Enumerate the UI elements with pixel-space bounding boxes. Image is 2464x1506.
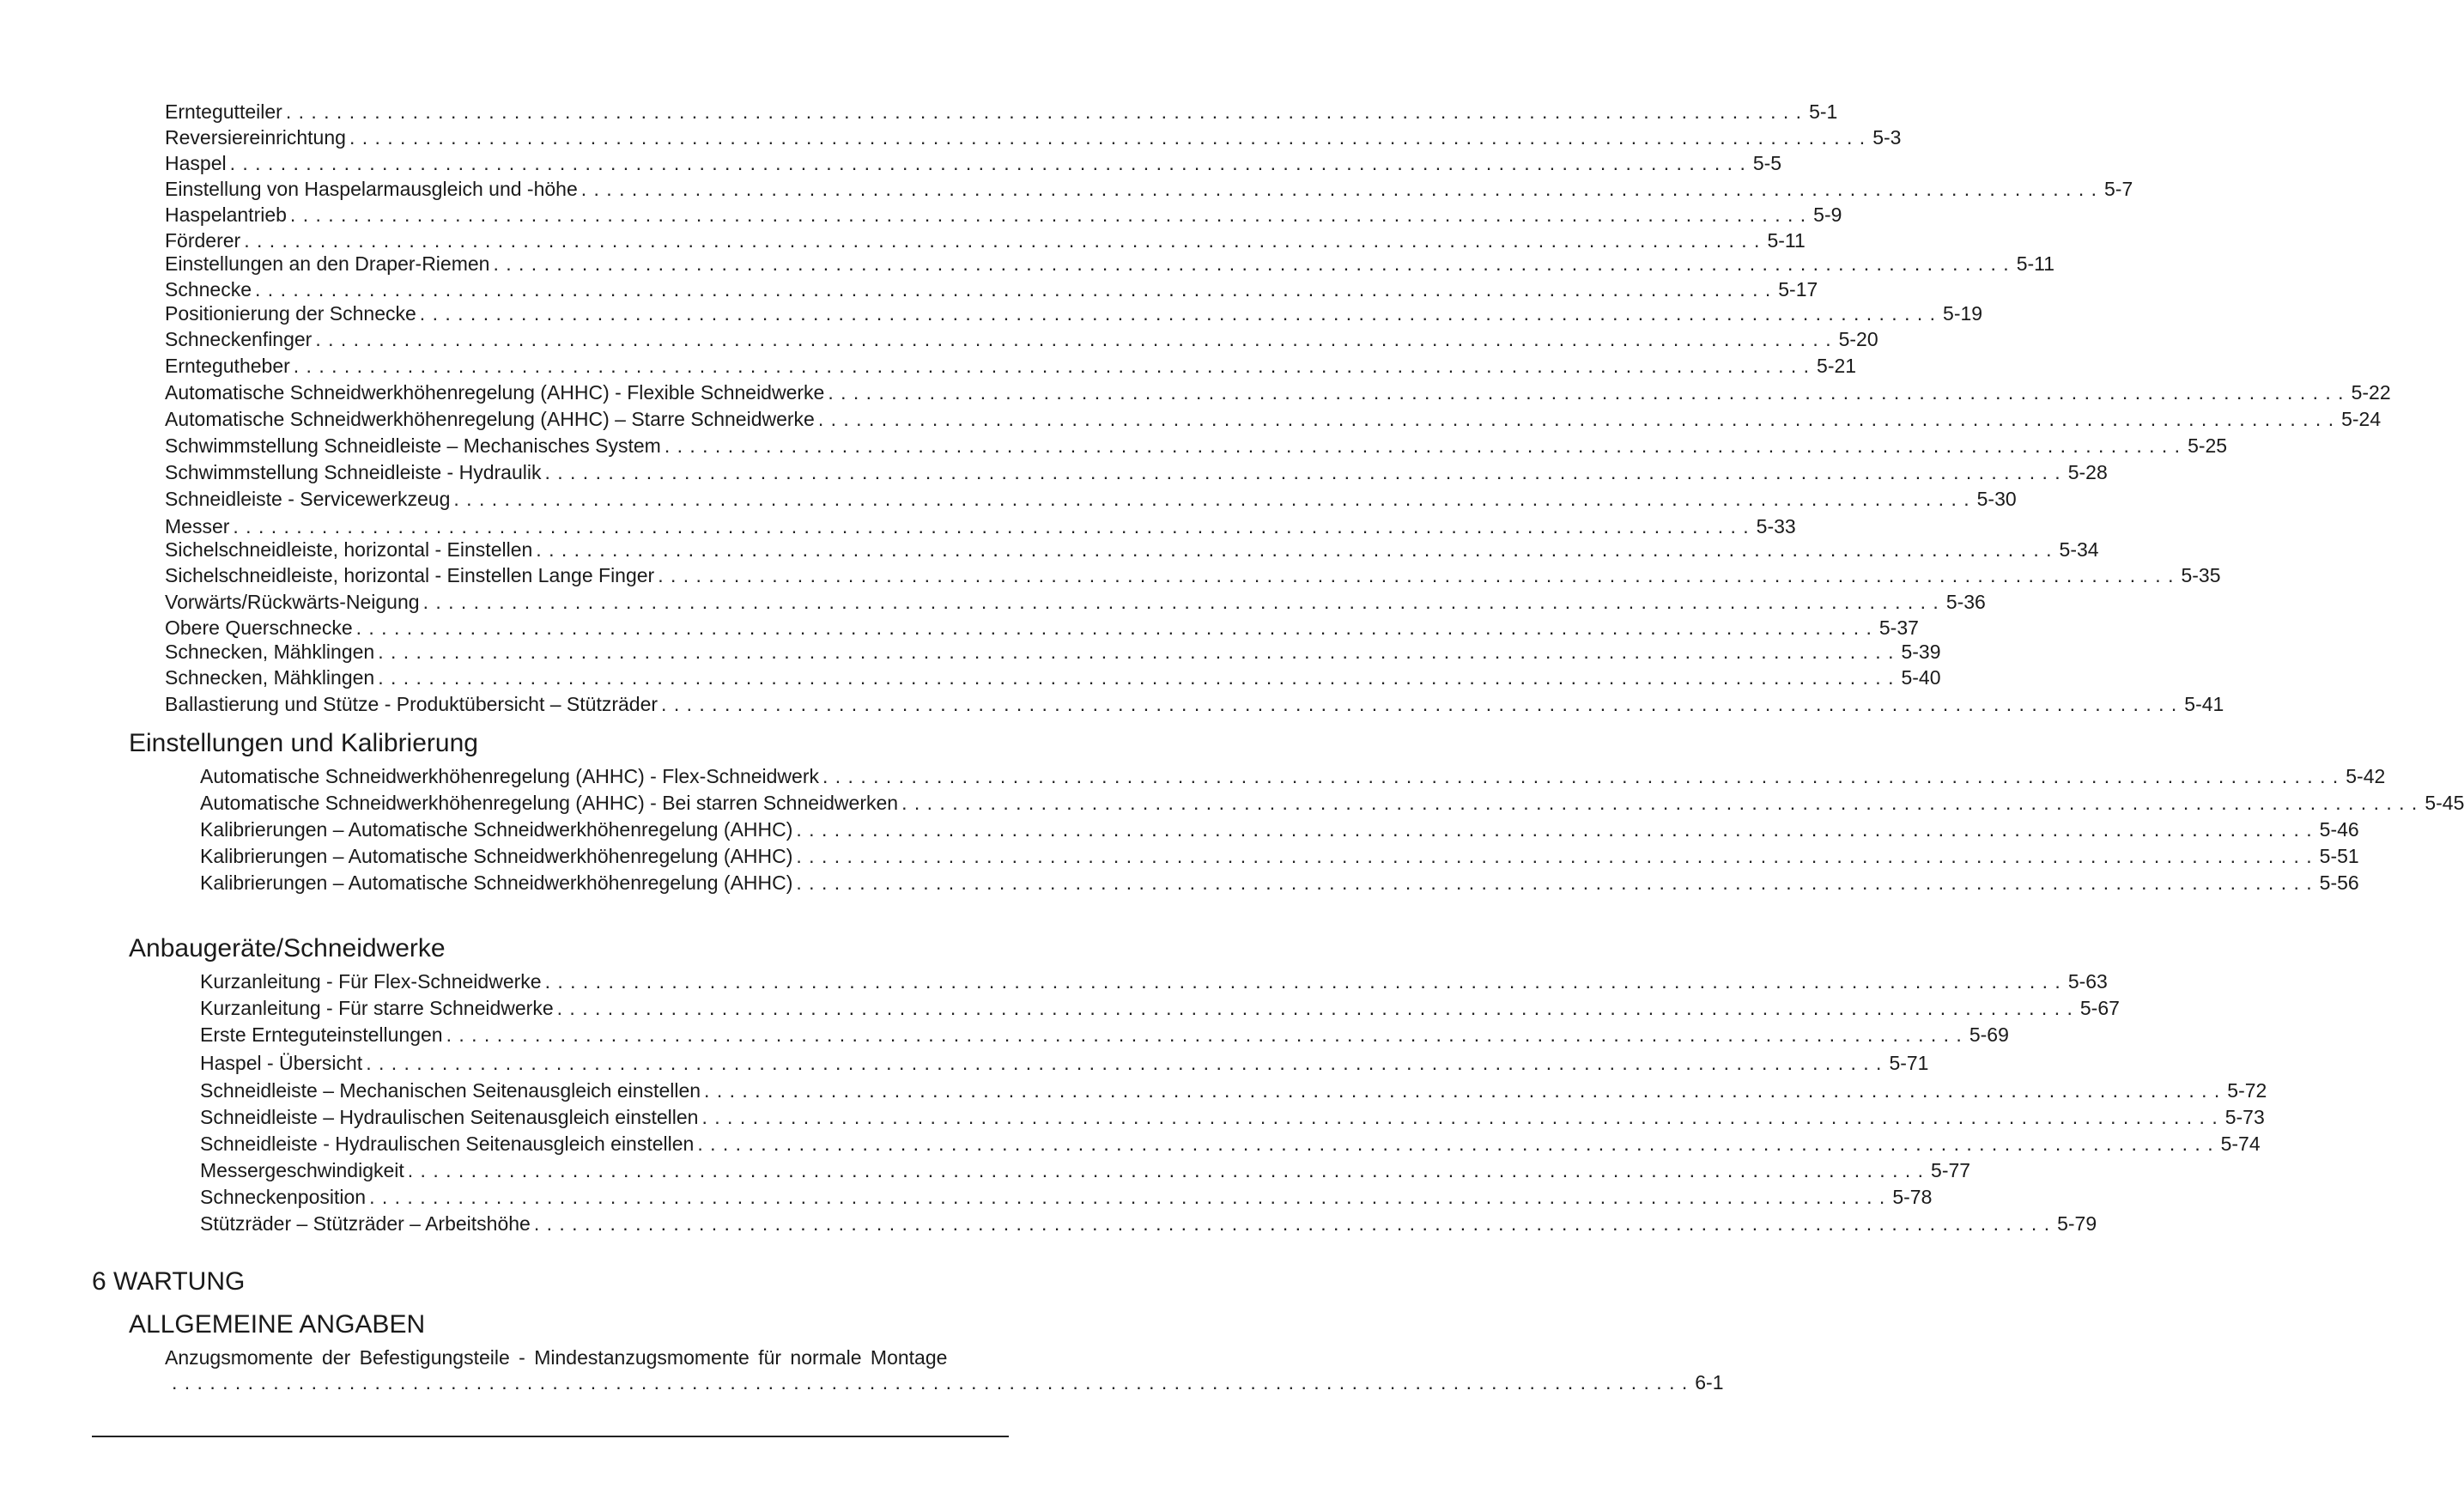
toc-entry-page: 5-45 [2425, 792, 2464, 814]
toc-entry-page: 5-28 [2067, 461, 2108, 483]
toc-entry[interactable] [200, 1132, 2261, 1156]
leader-dots: . . . . . . . . . . . . . . . . . . . . . . . . . . . . . . . . . . . . . . . . . . . . . . . . . . . . . . . . . . . . . . . . . . . . . . . . . . . . . . . . . . . . . . . . . . . . . . . . . . . . . . . . . . . . . . . . . . . . . . . . [796, 871, 2313, 894]
leader-dots: . . . . . . . . . . . . . . . . . . . . . . . . . . . . . . . . . . . . . . . . . . . . . . . . . . . . . . . . . . . . . . . . . . . . . . . . . . . . . . . . . . . . . . . . . . . . . . . . . . . . . . . . . . . . . . . . . . . . . . . . [901, 792, 2418, 814]
toc-entry-page: 5-25 [2188, 434, 2228, 457]
toc-entry-title: Kalibrierungen – Automatische Schneidwerkhöhenregelung (AHHC) [200, 818, 793, 841]
toc-entry-title-long[interactable] [165, 1345, 1008, 1369]
toc-entry-title: Schneidleiste – Mechanischen Seitenausgleich einstellen [200, 1079, 701, 1102]
leader-dots: . . . . . . . . . . . . . . . . . . . . . . . . . . . . . . . . . . . . . . . . . . . . . . . . . . . . . . . . . . . . . . . . . . . . . . . . . . . . . . . . . . . . . . . . . . . . . . . . . . . . . . . . . . . . . . . . . . . . . . . . [366, 1052, 1883, 1074]
toc-entry-title: Erste Ernteguteinstellungen [200, 1023, 443, 1046]
leader-dots: . . . . . . . . . . . . . . . . . . . . . . . . . . . . . . . . . . . . . . . . . . . . . . . . . . . . . . . . . . . . . . . . . . . . . . . . . . . . . . . . . . . . . . . . . . . . . . . . . . . . . . . . . . . . . . . . . . . . . . . . [369, 1186, 1886, 1208]
chapter-heading: 6 WARTUNG [92, 1267, 246, 1296]
leader-dots: . . . . . . . . . . . . . . . . . . . . . . . . . . . . . . . . . . . . . . . . . . . . . . . . . . . . . . . . . . . . . . . . . . . . . . . . . . . . . . . . . . . . . . . . . . . . . . . . . . . . . . . . . . . . . . . . . . . . . . . . [796, 818, 2313, 841]
toc-entry[interactable] [165, 203, 1842, 227]
toc-entry-title: Kalibrierungen – Automatische Schneidwerkhöhenregelung (AHHC) [200, 871, 793, 894]
toc-entry-title: Schnecken, Mähklingen [165, 666, 375, 689]
leader-dots: . . . . . . . . . . . . . . . . . . . . . . . . . . . . . . . . . . . . . . . . . . . . . . . . . . . . . . . . . . . . . . . . . . . . . . . . . . . . . . . . . . . . . . . . . . . . . . . . . . . . . . . . . . . . . . . . . . . . . . . . [544, 970, 2061, 993]
toc-entry-title: Schneckenfinger [165, 328, 313, 350]
toc-entry-title: Schwimmstellung Schneidleiste - Hydraulik [165, 461, 542, 483]
toc-entry[interactable] [200, 1051, 1929, 1075]
toc-entry-title: Schneidleiste - Servicewerkzeug [165, 488, 451, 510]
toc-entry-title: Reversiereinrichtung [165, 126, 346, 149]
toc-entry-title: Haspel - Übersicht [200, 1052, 363, 1074]
toc-entry[interactable] [165, 514, 1796, 538]
toc-entry-title: Schwimmstellung Schneidleiste – Mechanisches System [165, 434, 661, 457]
leader-dots: . . . . . . . . . . . . . . . . . . . . . . . . . . . . . . . . . . . . . . . . . . . . . . . . . . . . . . . . . . . . . . . . . . . . . . . . . . . . . . . . . . . . . . . . . . . . . . . . . . . . . . . . . . . . . . . . . . . . . . . . [293, 355, 1811, 377]
leader-dots: . . . . . . . . . . . . . . . . . . . . . . . . . . . . . . . . . . . . . . . . . . . . . . . . . . . . . . . . . . . . . . . . . . . . . . . . . . . . . . . . . . . . . . . . . . . . . . . . . . . . . . . . . . . . . . . . . . . . . . . . [289, 203, 1807, 226]
leader-dots: . . . . . . . . . . . . . . . . . . . . . . . . . . . . . . . . . . . . . . . . . . . . . . . . . . . . . . . . . . . . . . . . . . . . . . . . . . . . . . . . . . . . . . . . . . . . . . . . . . . . . . . . . . . . . . . . . . . . . . . . [533, 1212, 2051, 1235]
toc-entry-page: 5-79 [2057, 1212, 2097, 1235]
toc-entry-title: Automatische Schneidwerkhöhenregelung (AHHC) – Starre Schneidwerke [165, 408, 815, 430]
leader-dots: . . . . . . . . . . . . . . . . . . . . . . . . . . . . . . . . . . . . . . . . . . . . . . . . . . . . . . . . . . . . . . . . . . . . . . . . . . . . . . . . . . . . . . . . . . . . . . . . . . . . . . . . . . . . . . . . . . . . . . . . [229, 152, 1746, 174]
leader-dots: . . . . . . . . . . . . . . . . . . . . . . . . . . . . . . . . . . . . . . . . . . . . . . . . . . . . . . . . . . . . . . . . . . . . . . . . . . . . . . . . . . . . . . . . . . . . . . . . . . . . . . . . . . . . . . . . . . . . . . . . [446, 1023, 1963, 1046]
toc-entry-page: 5-21 [1817, 355, 1857, 377]
toc-entry-title: Automatische Schneidwerkhöhenregelung (AHHC) - Flex-Schneidwerk [200, 765, 819, 787]
toc-entry-title: Haspelantrieb [165, 203, 287, 226]
leader-dots: . . . . . . . . . . . . . . . . . . . . . . . . . . . . . . . . . . . . . . . . . . . . . . . . . . . . . . . . . . . . . . . . . . . . . . . . . . . . . . . . . . . . . . . . . . . . . . . . . . . . . . . . . . . . . . . . . . . . . . . . [453, 488, 1970, 510]
toc-entry-page: 5-24 [2341, 408, 2382, 430]
toc-entry-continuation[interactable] [172, 1370, 1724, 1394]
toc-entry[interactable] [165, 327, 1878, 351]
chapter-subheading: ALLGEMEINE ANGABEN [129, 1310, 426, 1339]
toc-entry-page: 5-46 [2319, 818, 2359, 841]
toc-entry-title: Messer [165, 515, 230, 537]
leader-dots: . . . . . . . . . . . . . . . . . . . . . . . . . . . . . . . . . . . . . . . . . . . . . . . . . . . . . . . . . . . . . . . . . . . . . . . . . . . . . . . . . . . . . . . . . . . . . . . . . . . . . . . . . . . . . . . . . . . . . . . . [661, 693, 2178, 715]
toc-entry-page: 5-40 [1901, 666, 1941, 689]
toc-entry[interactable] [200, 1078, 2267, 1102]
toc-entry-title: Einstellung von Haspelarmausgleich und -höhe [165, 178, 578, 200]
leader-dots: . . . . . . . . . . . . . . . . . . . . . . . . . . . . . . . . . . . . . . . . . . . . . . . . . . . . . . . . . . . . . . . . . . . . . . . . . . . . . . . . . . . . . . . . . . . . . . . . . . . . . . . . . . . . . . . . . . . . . . . . [244, 229, 1761, 252]
leader-dots: . . . . . . . . . . . . . . . . . . . . . . . . . . . . . . . . . . . . . . . . . . . . . . . . . . . . . . . . . . . . . . . . . . . . . . . . . . . . . . . . . . . . . . . . . . . . . . . . . . . . . . . . . . . . . . . . . . . . . . . . [493, 252, 2010, 275]
toc-entry[interactable] [200, 817, 2359, 841]
toc-entry[interactable] [200, 996, 2120, 1020]
toc-entry-page: 5-56 [2319, 871, 2359, 894]
toc-entry-title: Obere Querschnecke [165, 616, 353, 639]
leader-dots: . . . . . . . . . . . . . . . . . . . . . . . . . . . . . . . . . . . . . . . . . . . . . . . . . . . . . . . . . . . . . . . . . . . . . . . . . . . . . . . . . . . . . . . . . . . . . . . . . . . . . . . . . . . . . . . . . . . . . . . . [658, 564, 2175, 586]
toc-entry[interactable] [165, 277, 1818, 301]
toc-entry[interactable] [165, 100, 1838, 124]
toc-entry-page: 5-3 [1872, 126, 1902, 149]
leader-dots: . . . . . . . . . . . . . . . . . . . . . . . . . . . . . . . . . . . . . . . . . . . . . . . . . . . . . . . . . . . . . . . . . . . . . . . . . . . . . . . . . . . . . . . . . . . . . . . . . . . . . . . . . . . . . . . . . . . . . . . . [355, 616, 1872, 639]
toc-entry-title: Einstellungen an den Draper-Riemen [165, 252, 490, 275]
toc-entry-title: Stützräder – Stützräder – Arbeitshöhe [200, 1212, 531, 1235]
leader-dots: . . . . . . . . . . . . . . . . . . . . . . . . . . . . . . . . . . . . . . . . . . . . . . . . . . . . . . . . . . . . . . . . . . . . . . . . . . . . . . . . . . . . . . . . . . . . . . . . . . . . . . . . . . . . . . . . . . . . . . . . [378, 641, 1895, 663]
toc-entry[interactable] [165, 151, 1782, 175]
leader-dots: . . . . . . . . . . . . . . . . . . . . . . . . . . . . . . . . . . . . . . . . . . . . . . . . . . . . . . . . . . . . . . . . . . . . . . . . . . . . . . . . . . . . . . . . . . . . . . . . . . . . . . . . . . . . . . . . . . . . . . . . [419, 302, 1937, 325]
leader-dots: . . . . . . . . . . . . . . . . . . . . . . . . . . . . . . . . . . . . . . . . . . . . . . . . . . . . . . . . . . . . . . . . . . . . . . . . . . . . . . . . . . . . . . . . . . . . . . . . . . . . . . . . . . . . . . . . . . . . . . . . [255, 278, 1772, 301]
toc-entry[interactable] [165, 407, 2382, 431]
leader-dots: . . . . . . . . . . . . . . . . . . . . . . . . . . . . . . . . . . . . . . . . . . . . . . . . . . . . . . . . . . . . . . . . . . . . . . . . . . . . . . . . . . . . . . . . . . . . . . . . . . . . . . . . . . . . . . . . . . . . . . . . [172, 1371, 1689, 1394]
leader-dots: . . . . . . . . . . . . . . . . . . . . . . . . . . . . . . . . . . . . . . . . . . . . . . . . . . . . . . . . . . . . . . . . . . . . . . . . . . . . . . . . . . . . . . . . . . . . . . . . . . . . . . . . . . . . . . . . . . . . . . . . [704, 1079, 2221, 1102]
toc-entry[interactable] [200, 1158, 1971, 1182]
toc-entry-page: 5-35 [2181, 564, 2221, 586]
toc-entry[interactable] [200, 791, 2464, 815]
leader-dots: . . . . . . . . . . . . . . . . . . . . . . . . . . . . . . . . . . . . . . . . . . . . . . . . . . . . . . . . . . . . . . . . . . . . . . . . . . . . . . . . . . . . . . . . . . . . . . . . . . . . . . . . . . . . . . . . . . . . . . . . [378, 666, 1895, 689]
toc-entry-page: 5-20 [1838, 328, 1878, 350]
toc-entry-title: Schnecke [165, 278, 252, 301]
toc-entry[interactable] [165, 563, 2221, 587]
toc-entry-title: Schnecken, Mähklingen [165, 641, 375, 663]
toc-entry-page: 5-11 [1767, 229, 1806, 252]
toc-entry-title: Kurzanleitung - Für starre Schneidwerke [200, 997, 554, 1019]
toc-entry[interactable] [200, 764, 2386, 788]
toc-entry-page: 6-1 [1695, 1371, 1724, 1394]
toc-entry-page: 5-34 [2059, 538, 2099, 561]
toc-entry-title: Anzugsmomente der Befestigungsteile - Mindestanzugsmomente für normale Montage [165, 1346, 948, 1369]
leader-dots: . . . . . . . . . . . . . . . . . . . . . . . . . . . . . . . . . . . . . . . . . . . . . . . . . . . . . . . . . . . . . . . . . . . . . . . . . . . . . . . . . . . . . . . . . . . . . . . . . . . . . . . . . . . . . . . . . . . . . . . . [422, 591, 1939, 613]
toc-entry[interactable] [200, 1023, 2009, 1047]
toc-entry[interactable] [165, 177, 2133, 201]
toc-entry-page: 5-77 [1931, 1159, 1971, 1181]
toc-entry[interactable] [165, 616, 1919, 640]
leader-dots: . . . . . . . . . . . . . . . . . . . . . . . . . . . . . . . . . . . . . . . . . . . . . . . . . . . . . . . . . . . . . . . . . . . . . . . . . . . . . . . . . . . . . . . . . . . . . . . . . . . . . . . . . . . . . . . . . . . . . . . . [796, 845, 2313, 867]
toc-entry-page: 5-11 [2016, 252, 2055, 275]
toc-entry[interactable] [200, 969, 2108, 993]
toc-entry[interactable] [165, 354, 1857, 378]
leader-dots: . . . . . . . . . . . . . . . . . . . . . . . . . . . . . . . . . . . . . . . . . . . . . . . . . . . . . . . . . . . . . . . . . . . . . . . . . . . . . . . . . . . . . . . . . . . . . . . . . . . . . . . . . . . . . . . . . . . . . . . . [822, 765, 2340, 787]
toc-entry[interactable] [200, 871, 2359, 895]
toc-entry-title: Erntegutheber [165, 355, 290, 377]
toc-entry-title: Automatische Schneidwerkhöhenregelung (AHHC) - Flexible Schneidwerke [165, 381, 825, 404]
toc-entry[interactable] [165, 692, 2224, 716]
leader-dots: . . . . . . . . . . . . . . . . . . . . . . . . . . . . . . . . . . . . . . . . . . . . . . . . . . . . . . . . . . . . . . . . . . . . . . . . . . . . . . . . . . . . . . . . . . . . . . . . . . . . . . . . . . . . . . . . . . . . . . . . [536, 538, 2053, 561]
leader-dots: . . . . . . . . . . . . . . . . . . . . . . . . . . . . . . . . . . . . . . . . . . . . . . . . . . . . . . . . . . . . . . . . . . . . . . . . . . . . . . . . . . . . . . . . . . . . . . . . . . . . . . . . . . . . . . . . . . . . . . . . [828, 381, 2345, 404]
toc-entry-page: 5-30 [1976, 488, 2017, 510]
toc-entry-title: Erntegutteiler [165, 100, 282, 123]
toc-entry-page: 5-17 [1778, 278, 1818, 301]
toc-entry[interactable] [165, 460, 2108, 484]
leader-dots: . . . . . . . . . . . . . . . . . . . . . . . . . . . . . . . . . . . . . . . . . . . . . . . . . . . . . . . . . . . . . . . . . . . . . . . . . . . . . . . . . . . . . . . . . . . . . . . . . . . . . . . . . . . . . . . . . . . . . . . . [285, 100, 1803, 123]
leader-dots: . . . . . . . . . . . . . . . . . . . . . . . . . . . . . . . . . . . . . . . . . . . . . . . . . . . . . . . . . . . . . . . . . . . . . . . . . . . . . . . . . . . . . . . . . . . . . . . . . . . . . . . . . . . . . . . . . . . . . . . . [315, 328, 1832, 350]
toc-entry-page: 5-69 [1969, 1023, 2009, 1046]
toc-entry-page: 5-41 [2184, 693, 2224, 715]
toc-entry[interactable] [165, 380, 2391, 404]
toc-entry[interactable] [165, 590, 1986, 614]
toc-entry-page: 5-7 [2104, 178, 2133, 200]
toc-entry[interactable] [200, 1105, 2265, 1129]
toc-entry-page: 5-22 [2351, 381, 2391, 404]
toc-entry-page: 5-19 [1943, 302, 1983, 325]
section-heading-calibration: Einstellungen und Kalibrierung [129, 729, 478, 757]
toc-entry-page: 5-36 [1945, 591, 1986, 613]
toc-entry[interactable] [165, 537, 2099, 562]
leader-dots: . . . . . . . . . . . . . . . . . . . . . . . . . . . . . . . . . . . . . . . . . . . . . . . . . . . . . . . . . . . . . . . . . . . . . . . . . . . . . . . . . . . . . . . . . . . . . . . . . . . . . . . . . . . . . . . . . . . . . . . . [697, 1133, 2214, 1155]
toc-entry-title: Kalibrierungen – Automatische Schneidwerkhöhenregelung (AHHC) [200, 845, 793, 867]
toc-entry-page: 5-39 [1901, 641, 1941, 663]
toc-entry-page: 5-33 [1756, 515, 1796, 537]
toc-entry[interactable] [165, 434, 2228, 458]
toc-entry[interactable] [200, 844, 2359, 868]
toc-entry-title: Sichelschneidleiste, horizontal - Einstellen Lange Finger [165, 564, 655, 586]
toc-entry[interactable] [165, 228, 1806, 252]
toc-entry-page: 5-72 [2227, 1079, 2267, 1102]
toc-entry-title: Kurzanleitung - Für Flex-Schneidwerke [200, 970, 542, 993]
leader-dots: . . . . . . . . . . . . . . . . . . . . . . . . . . . . . . . . . . . . . . . . . . . . . . . . . . . . . . . . . . . . . . . . . . . . . . . . . . . . . . . . . . . . . . . . . . . . . . . . . . . . . . . . . . . . . . . . . . . . . . . . [556, 997, 2073, 1019]
toc-entry-page: 5-37 [1878, 616, 1919, 639]
toc-entry-page: 5-78 [1892, 1186, 1933, 1208]
toc-entry-title: Schneidleiste - Hydraulischen Seitenausgleich einstellen [200, 1133, 695, 1155]
toc-entry-page: 5-51 [2319, 845, 2359, 867]
footer-rule [92, 1436, 1009, 1437]
leader-dots: . . . . . . . . . . . . . . . . . . . . . . . . . . . . . . . . . . . . . . . . . . . . . . . . . . . . . . . . . . . . . . . . . . . . . . . . . . . . . . . . . . . . . . . . . . . . . . . . . . . . . . . . . . . . . . . . . . . . . . . . [664, 434, 2182, 457]
toc-entry-title: Automatische Schneidwerkhöhenregelung (AHHC) - Bei starren Schneidwerken [200, 792, 899, 814]
toc-entry-page: 5-73 [2224, 1106, 2265, 1128]
toc-entry-title: Schneidleiste – Hydraulischen Seitenausgleich einstellen [200, 1106, 699, 1128]
leader-dots: . . . . . . . . . . . . . . . . . . . . . . . . . . . . . . . . . . . . . . . . . . . . . . . . . . . . . . . . . . . . . . . . . . . . . . . . . . . . . . . . . . . . . . . . . . . . . . . . . . . . . . . . . . . . . . . . . . . . . . . . [233, 515, 1750, 537]
toc-entry[interactable] [165, 487, 2017, 511]
toc-entry[interactable] [200, 1211, 2097, 1236]
toc-entry[interactable] [165, 640, 1941, 664]
leader-dots: . . . . . . . . . . . . . . . . . . . . . . . . . . . . . . . . . . . . . . . . . . . . . . . . . . . . . . . . . . . . . . . . . . . . . . . . . . . . . . . . . . . . . . . . . . . . . . . . . . . . . . . . . . . . . . . . . . . . . . . . [407, 1159, 1925, 1181]
toc-entry-title: Förderer [165, 229, 241, 252]
toc-entry-title: Vorwärts/Rückwärts-Neigung [165, 591, 420, 613]
leader-dots: . . . . . . . . . . . . . . . . . . . . . . . . . . . . . . . . . . . . . . . . . . . . . . . . . . . . . . . . . . . . . . . . . . . . . . . . . . . . . . . . . . . . . . . . . . . . . . . . . . . . . . . . . . . . . . . . . . . . . . . . [544, 461, 2061, 483]
toc-entry-page: 5-5 [1752, 152, 1782, 174]
leader-dots: . . . . . . . . . . . . . . . . . . . . . . . . . . . . . . . . . . . . . . . . . . . . . . . . . . . . . . . . . . . . . . . . . . . . . . . . . . . . . . . . . . . . . . . . . . . . . . . . . . . . . . . . . . . . . . . . . . . . . . . . [701, 1106, 2218, 1128]
leader-dots: . . . . . . . . . . . . . . . . . . . . . . . . . . . . . . . . . . . . . . . . . . . . . . . . . . . . . . . . . . . . . . . . . . . . . . . . . . . . . . . . . . . . . . . . . . . . . . . . . . . . . . . . . . . . . . . . . . . . . . . . [817, 408, 2335, 430]
toc-entry-page: 5-71 [1889, 1052, 1929, 1074]
toc-entry-page: 5-42 [2346, 765, 2386, 787]
toc-entry-title: Positionierung der Schnecke [165, 302, 416, 325]
toc-entry[interactable] [165, 125, 1902, 149]
toc-entry-page: 5-74 [2220, 1133, 2261, 1155]
toc-entry-title: Messergeschwindigkeit [200, 1159, 404, 1181]
toc-entry-page: 5-63 [2067, 970, 2108, 993]
leader-dots: . . . . . . . . . . . . . . . . . . . . . . . . . . . . . . . . . . . . . . . . . . . . . . . . . . . . . . . . . . . . . . . . . . . . . . . . . . . . . . . . . . . . . . . . . . . . . . . . . . . . . . . . . . . . . . . . . . . . . . . . [580, 178, 2097, 200]
toc-entry[interactable] [165, 301, 1983, 325]
toc-entry[interactable] [165, 252, 2055, 276]
toc-entry-title: Haspel [165, 152, 227, 174]
toc-entry-title: Ballastierung und Stütze - Produktübersicht – Stützräder [165, 693, 658, 715]
toc-entry-title: Schneckenposition [200, 1186, 367, 1208]
section-heading-attachments: Anbaugeräte/Schneidwerke [129, 934, 446, 963]
toc-entry-page: 5-67 [2079, 997, 2120, 1019]
toc-entry[interactable] [165, 665, 1941, 689]
toc-entry-title: Sichelschneidleiste, horizontal - Einstellen [165, 538, 533, 561]
toc-entry-page: 5-1 [1809, 100, 1838, 123]
toc-entry-page: 5-9 [1813, 203, 1842, 226]
leader-dots: . . . . . . . . . . . . . . . . . . . . . . . . . . . . . . . . . . . . . . . . . . . . . . . . . . . . . . . . . . . . . . . . . . . . . . . . . . . . . . . . . . . . . . . . . . . . . . . . . . . . . . . . . . . . . . . . . . . . . . . . [349, 126, 1866, 149]
toc-entry[interactable] [200, 1185, 1933, 1209]
